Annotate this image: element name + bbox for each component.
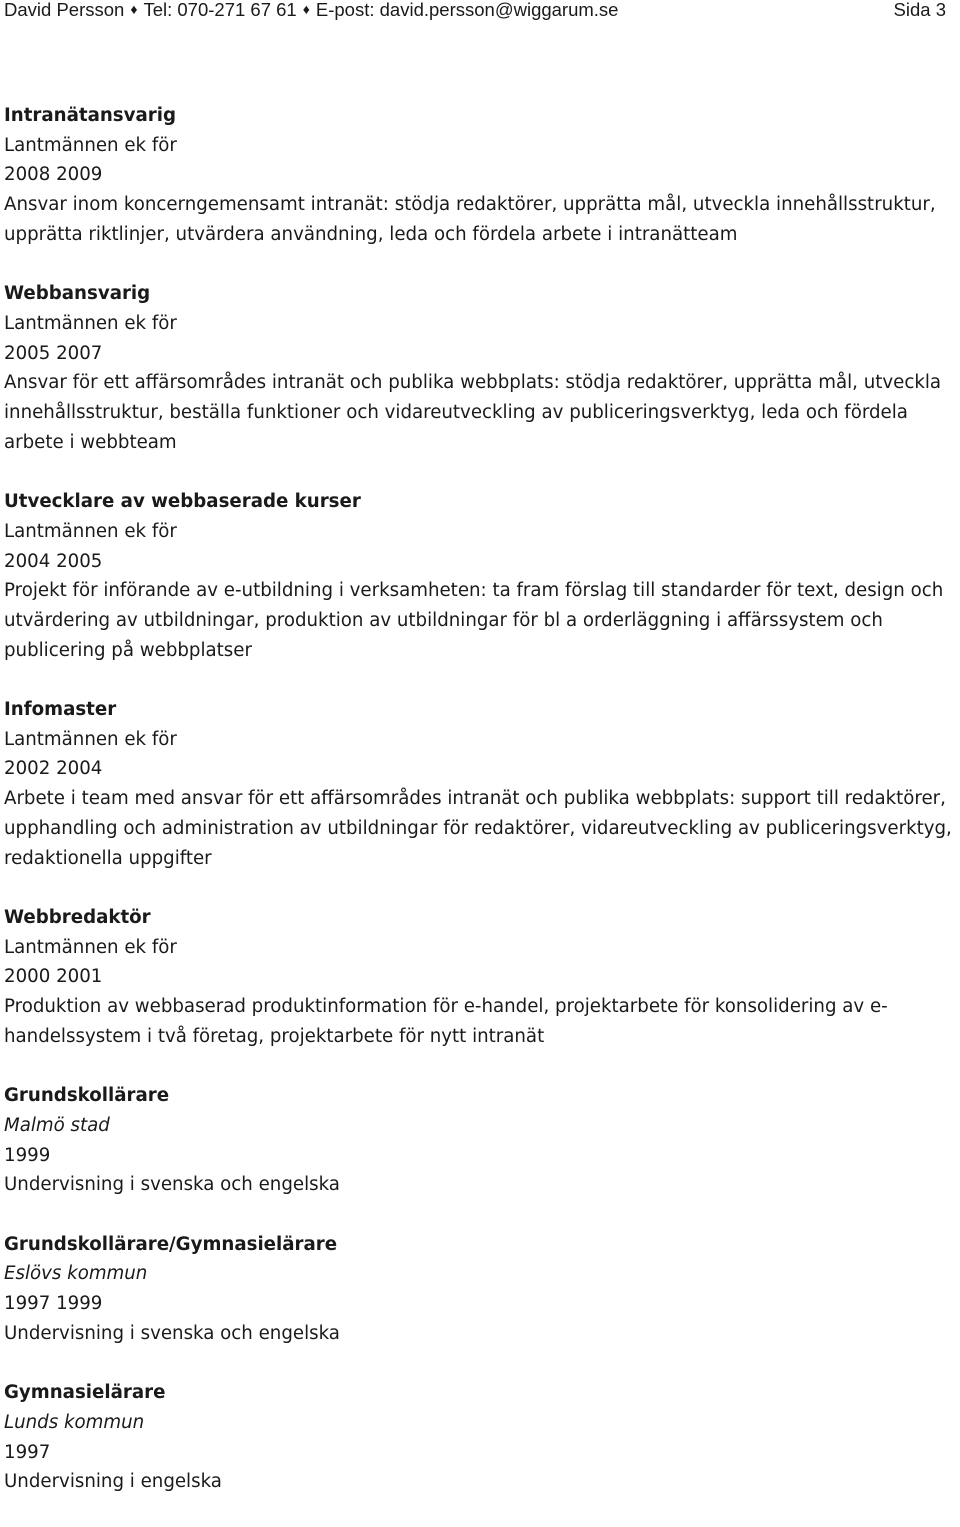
job-title: Intranätansvarig xyxy=(4,105,176,126)
job-years: 2005 2007 xyxy=(4,342,103,364)
job-years: 1997 xyxy=(4,1441,51,1463)
job-years: 2000 2001 xyxy=(4,966,103,988)
job-description: Undervisning i svenska och engelska xyxy=(4,1322,340,1344)
job-title: Webbansvarig xyxy=(4,283,151,305)
job-years: 1997 1999 xyxy=(4,1293,103,1315)
job-entry xyxy=(4,1378,954,1497)
job-title: Grundskollärare/Gymnasielärare xyxy=(4,1233,338,1255)
author-name: David Persson xyxy=(4,0,125,20)
job-years: 2004 2005 xyxy=(4,550,103,572)
job-entry xyxy=(4,695,954,873)
diamond-separator-icon: ♦ xyxy=(302,1,310,17)
job-employer: Malmö stad xyxy=(4,1114,110,1136)
job-entry xyxy=(4,487,954,665)
job-description: Produktion av webbaserad produktinformation för e-handel, projektarbete för konsolidering av e-handelssystem i två företag, projektarbete för nytt intranät xyxy=(4,996,888,1047)
job-description: Ansvar för ett affärsområdes intranät och publika webbplats: stödja redaktörer, upprätta mål, utveckla innehållsstruktur, beställa funktioner och vidareutveckling av publiceringsverktyg, leda och fördela arbete i webbteam xyxy=(4,372,942,453)
job-title: Webbredaktör xyxy=(4,906,151,928)
job-employer: Eslövs kommun xyxy=(4,1263,148,1285)
page-number: Sida 3 xyxy=(893,0,946,20)
job-description: Undervisning i svenska och engelska xyxy=(4,1174,340,1196)
diamond-separator-icon: ♦ xyxy=(130,1,138,17)
job-employer: Lantmännen ek för xyxy=(4,728,177,750)
job-employer: Lantmännen ek för xyxy=(4,520,177,542)
job-years: 2008 2009 xyxy=(4,164,103,186)
job-years: 1999 xyxy=(4,1144,51,1166)
job-entry xyxy=(4,101,954,250)
job-description: Undervisning i engelska xyxy=(4,1471,222,1493)
job-employer: Lantmännen ek för xyxy=(4,312,177,334)
job-description: Ansvar inom koncerngemensamt intranät: stödja redaktörer, upprätta mål, utveckla innehållsstruktur, upprätta riktlinjer, utvärdera användning, leda och fördela arbete i intranätteam xyxy=(4,194,936,245)
phone-number: Tel: 070-271 67 61 xyxy=(143,0,297,20)
job-employer: Lantmännen ek för xyxy=(4,134,177,156)
job-title: Infomaster xyxy=(4,699,117,721)
job-entry xyxy=(4,279,954,457)
job-entry xyxy=(4,1230,954,1349)
contact-line xyxy=(4,0,618,22)
job-title: Gymnasielärare xyxy=(4,1382,166,1404)
job-employer: Lunds kommun xyxy=(4,1411,145,1433)
email-address: E-post: david.persson@wiggarum.se xyxy=(315,0,619,20)
job-employer: Lantmännen ek för xyxy=(4,936,177,958)
job-entry xyxy=(4,903,954,1052)
job-title: Grundskollärare xyxy=(4,1085,170,1107)
experience-list xyxy=(4,101,954,1527)
job-description: Arbete i team med ansvar för ett affärsområdes intranät och publika webbplats: support till redaktörer, upphandling och administration av utbildningar för redaktörer, vidareutveckling av publiceringsverktyg, redaktionella uppgifter xyxy=(4,788,952,869)
page-header xyxy=(4,0,946,22)
job-years: 2002 2004 xyxy=(4,758,103,780)
job-description: Projekt för införande av e-utbildning i verksamheten: ta fram förslag till standarder för text, design och utvärdering av utbildningar, produktion av utbildningar för bl a orderläggning i affärssystem och publicering på webbplatser xyxy=(4,580,944,661)
job-entry xyxy=(4,1081,954,1200)
job-title: Utvecklare av webbaserade kurser xyxy=(4,491,361,513)
